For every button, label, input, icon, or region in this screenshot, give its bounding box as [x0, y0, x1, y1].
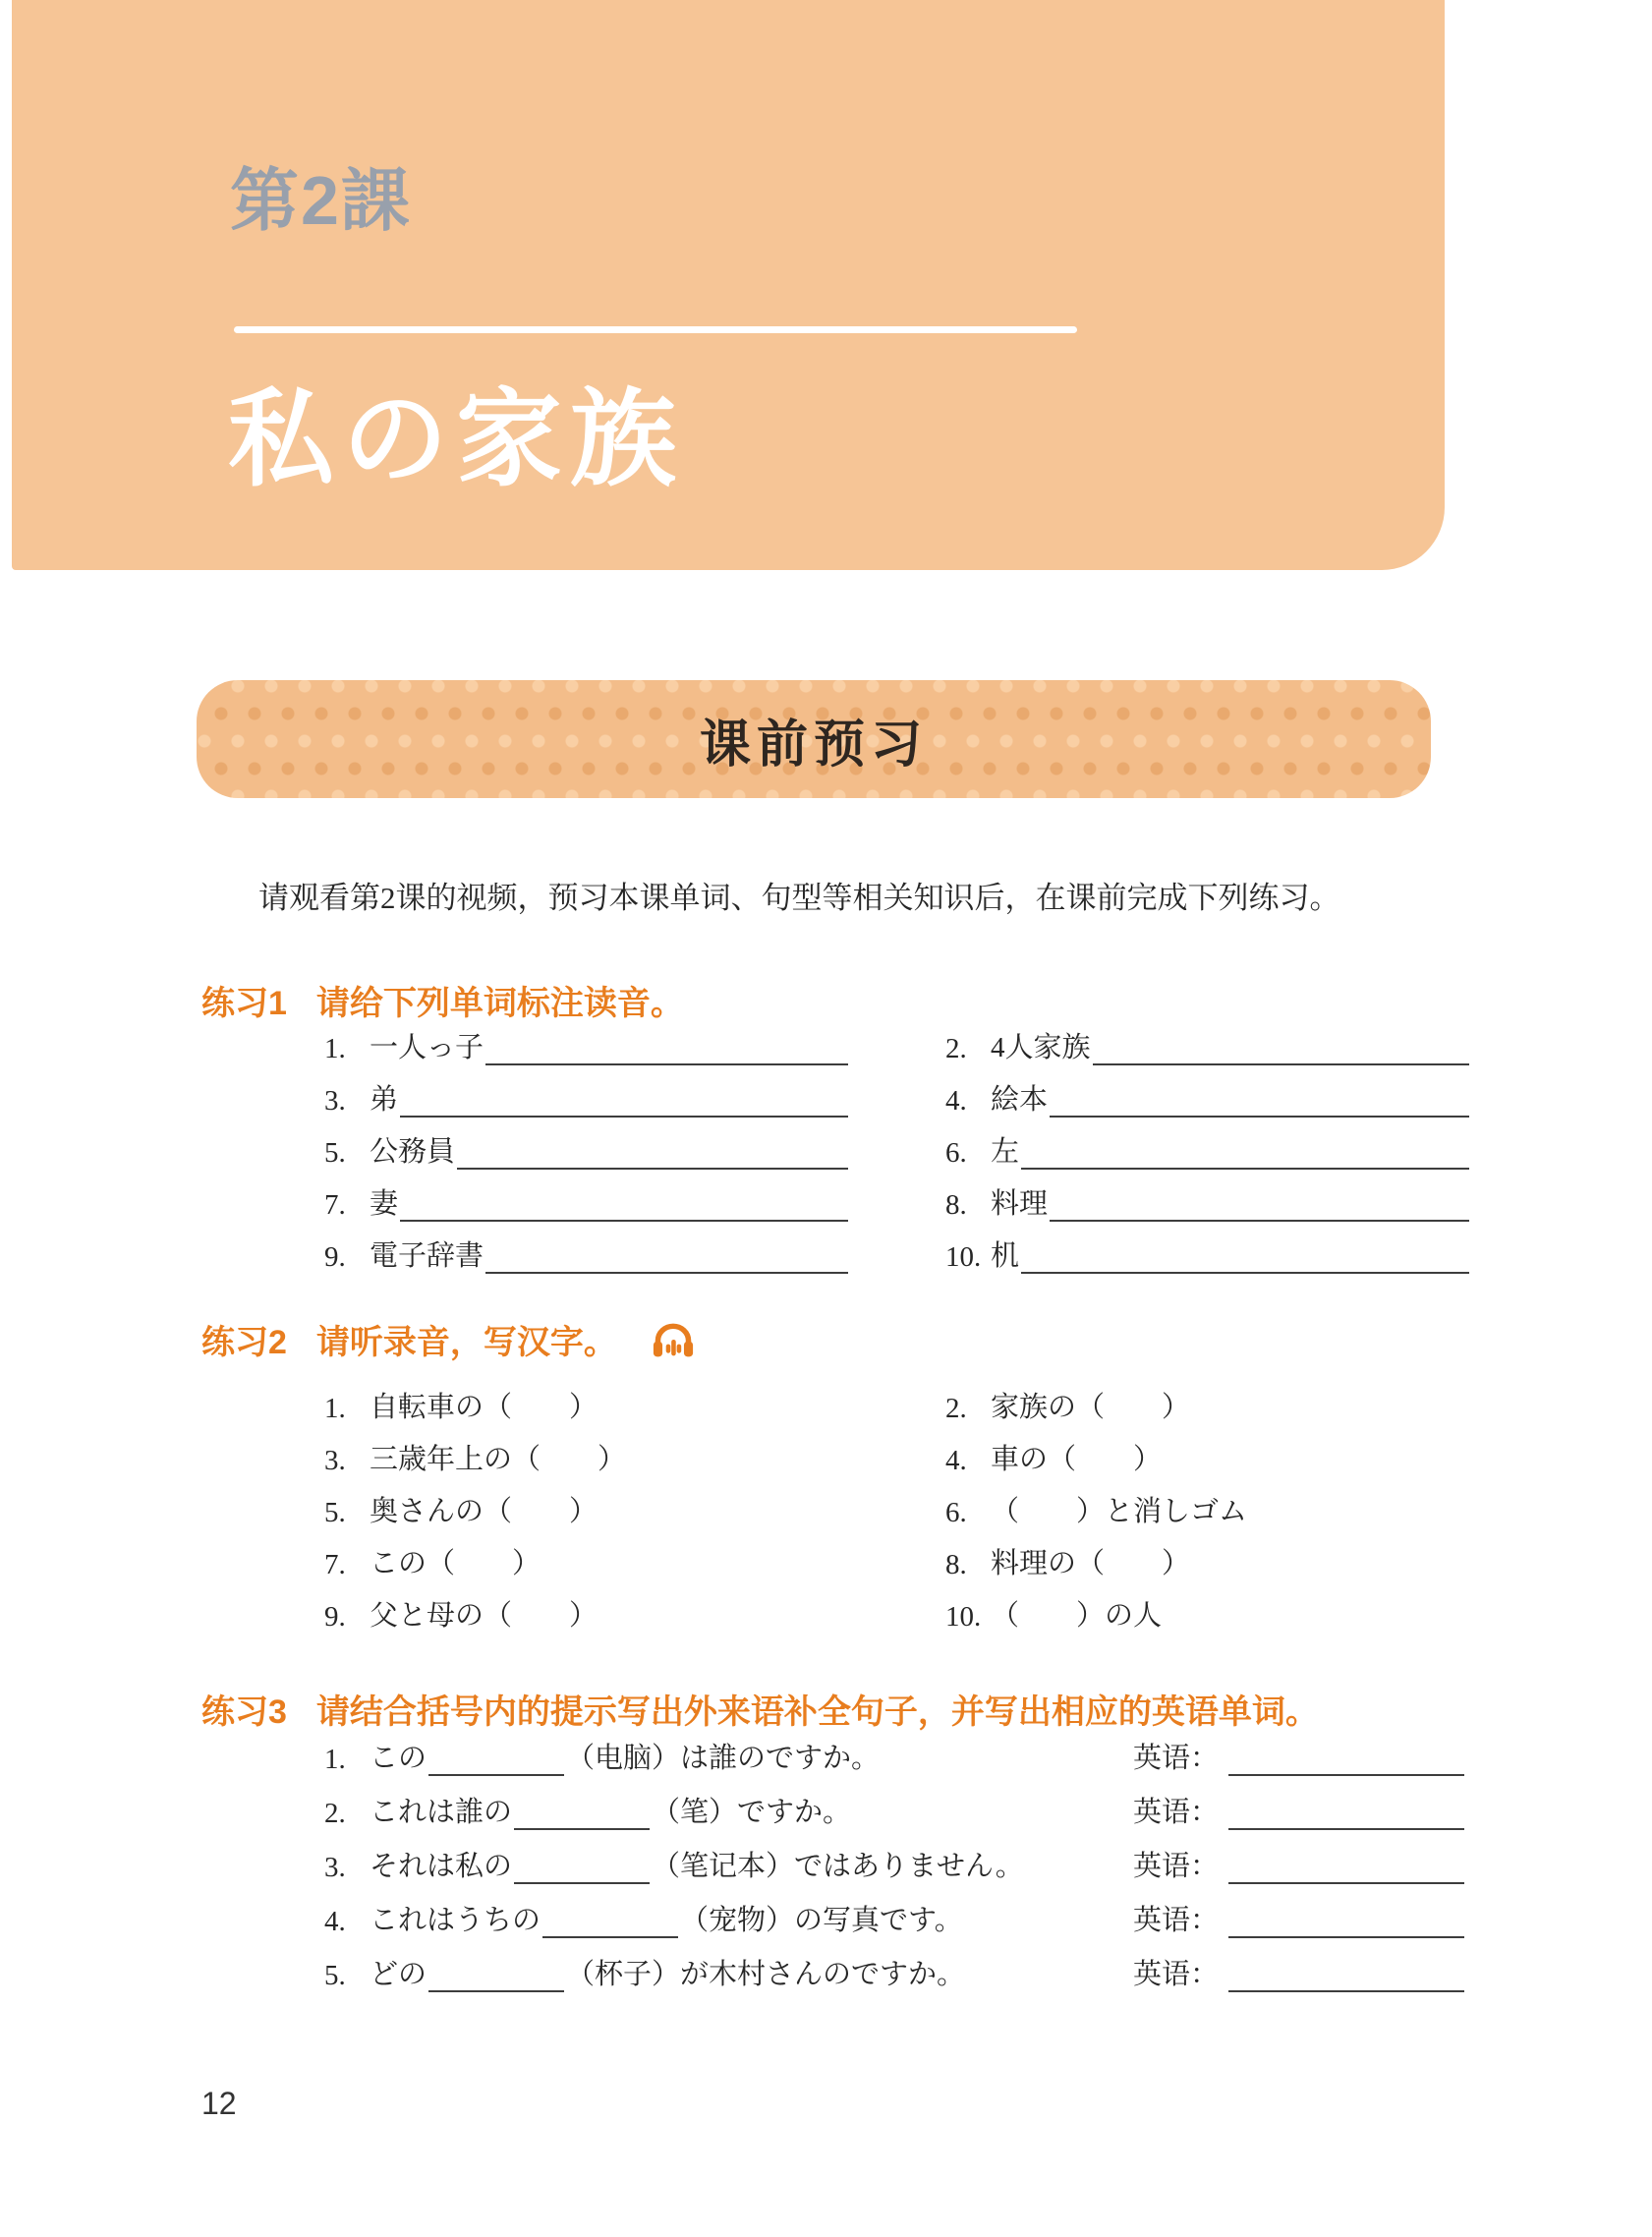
exercise1-item	[324, 1138, 848, 1170]
item-text: 自転車の（ ）	[370, 1392, 598, 1423]
lesson-title: 私の家族	[228, 379, 685, 498]
item-word: 弟	[370, 1084, 399, 1116]
answer-blank-line	[400, 1092, 848, 1118]
sentence	[324, 1898, 963, 1938]
item-number: 10.	[945, 1601, 982, 1633]
item-text: （ ）と消しゴム	[991, 1496, 1248, 1527]
item-word: 絵本	[991, 1084, 1049, 1116]
sentence-hint: （笔记本）	[652, 1851, 795, 1882]
item-number: 3.	[324, 1445, 346, 1476]
item-number: 9.	[324, 1241, 346, 1273]
sentence-hint: （电脑）	[566, 1743, 681, 1774]
sentence	[324, 1736, 880, 1776]
item-word: 一人っ子	[370, 1032, 484, 1063]
exercise1-item	[945, 1086, 1469, 1118]
sentence	[324, 1844, 1024, 1884]
item-number: 8.	[945, 1189, 967, 1221]
item-number: 5.	[324, 1960, 346, 1991]
exercise3-item	[324, 1784, 1469, 1838]
answer-blank-line	[542, 1915, 678, 1938]
lesson-number: 第2課	[230, 162, 412, 239]
exercise3-label: 练习3	[201, 1693, 287, 1731]
item-number: 4.	[945, 1445, 967, 1476]
answer-blank-line	[1050, 1092, 1469, 1118]
exercise1-item	[945, 1242, 1469, 1274]
sentence-hint: （笔）	[652, 1797, 738, 1828]
english-field	[1133, 1844, 1464, 1884]
answer-blank-line	[485, 1248, 848, 1274]
item-number: 5.	[324, 1497, 346, 1528]
page-number: 12	[201, 2086, 237, 2121]
item-number: 3.	[324, 1085, 346, 1117]
answer-blank-line	[1021, 1144, 1469, 1170]
english-blank-line	[1228, 1915, 1464, 1938]
exercise2-item	[324, 1394, 848, 1425]
sentence-hint: （杯子）	[566, 1959, 681, 1990]
exercise2-label: 练习2	[201, 1324, 287, 1361]
answer-blank-line	[514, 1807, 650, 1830]
exercise1-instruction: 请给下列单词标注读音。	[315, 985, 684, 1022]
sentence-pre: これはうちの	[370, 1905, 541, 1936]
item-text: 料理の（ ）	[991, 1548, 1191, 1579]
english-field	[1133, 1790, 1464, 1830]
english-blank-line	[1228, 1807, 1464, 1830]
answer-blank-line	[400, 1196, 848, 1222]
item-number: 2.	[945, 1393, 967, 1424]
exercise2-items	[324, 1394, 1469, 1634]
sentence-pre: それは私の	[370, 1851, 513, 1882]
lesson-header-block	[12, 0, 1445, 570]
english-label: 英语：	[1133, 1851, 1220, 1882]
item-word: 左	[991, 1136, 1020, 1168]
answer-blank-line	[457, 1144, 848, 1170]
exercise3-items	[324, 1730, 1469, 2000]
sentence-hint: （宠物）	[680, 1905, 795, 1936]
exercise2-item	[945, 1394, 1469, 1425]
item-number: 10.	[945, 1241, 982, 1273]
exercise3-header	[201, 1685, 1319, 1733]
item-number: 2.	[324, 1798, 346, 1829]
item-number: 5.	[324, 1137, 346, 1169]
item-text: 奥さんの（ ）	[370, 1496, 598, 1527]
header-divider	[234, 326, 1077, 333]
exercise1-item	[945, 1190, 1469, 1222]
item-text: 車の（ ）	[991, 1444, 1163, 1475]
exercise3-item	[324, 1892, 1469, 1946]
answer-blank-line	[1093, 1040, 1469, 1065]
item-number: 4.	[945, 1085, 967, 1117]
sentence-post: ですか。	[737, 1797, 852, 1828]
english-label: 英语：	[1133, 1905, 1220, 1936]
item-word: 妻	[370, 1188, 399, 1220]
exercise2-item	[324, 1446, 848, 1477]
sentence-post: は誰のですか。	[680, 1743, 881, 1774]
exercise1-item	[945, 1138, 1469, 1170]
headphones-icon	[651, 1319, 696, 1360]
item-number: 4.	[324, 1906, 346, 1937]
intro-text: 请观看第2课的视频，预习本课单词、句型等相关知识后，在课前完成下列练习。	[258, 881, 1340, 915]
exercise2-item	[945, 1446, 1469, 1477]
exercise2-item	[324, 1498, 848, 1529]
exercise2-item	[324, 1550, 848, 1581]
sentence	[324, 1790, 851, 1830]
answer-blank-line	[485, 1040, 848, 1065]
item-number: 6.	[945, 1497, 967, 1528]
exercise1-label: 练习1	[201, 985, 287, 1022]
exercise3-item	[324, 1730, 1469, 1784]
item-number: 1.	[324, 1393, 346, 1424]
sentence	[324, 1952, 965, 1992]
sentence-pre: これは誰の	[370, 1797, 513, 1828]
sentence-post: ではありません。	[794, 1851, 1024, 1882]
item-text: この（ ）	[370, 1548, 541, 1579]
exercise3-instruction: 请结合括号内的提示写出外来语补全句子，并写出相应的英语单词。	[315, 1693, 1319, 1731]
answer-blank-line	[514, 1861, 650, 1884]
exercise2-item	[945, 1602, 1469, 1634]
sentence-pre: どの	[370, 1959, 427, 1990]
exercise2-instruction: 请听录音，写汉字。	[315, 1324, 617, 1361]
item-word: 机	[991, 1240, 1020, 1272]
exercise2-item	[945, 1498, 1469, 1529]
item-number: 9.	[324, 1601, 346, 1633]
exercise1-item	[324, 1190, 848, 1222]
exercise2-header	[201, 1315, 696, 1363]
exercise3-item	[324, 1838, 1469, 1892]
english-field	[1133, 1736, 1464, 1776]
item-number: 1.	[324, 1744, 346, 1775]
exercise2-item	[945, 1550, 1469, 1581]
exercise2-item	[324, 1602, 848, 1634]
exercise3-item	[324, 1946, 1469, 2000]
item-number: 7.	[324, 1549, 346, 1580]
english-blank-line	[1228, 1752, 1464, 1776]
exercise1-items	[324, 1034, 1469, 1274]
answer-blank-line	[428, 1969, 564, 1992]
exercise1-header	[201, 976, 684, 1024]
english-blank-line	[1228, 1861, 1464, 1884]
english-label: 英语：	[1133, 1797, 1220, 1828]
item-number: 1.	[324, 1033, 346, 1064]
item-word: 料理	[991, 1188, 1049, 1220]
item-word: 公務員	[370, 1136, 456, 1168]
sentence-post: が木村さんのですか。	[680, 1959, 966, 1990]
item-number: 8.	[945, 1549, 967, 1580]
item-number: 3.	[324, 1852, 346, 1883]
english-field	[1133, 1952, 1464, 1992]
answer-blank-line	[1021, 1248, 1469, 1274]
item-text: 父と母の（ ）	[370, 1600, 598, 1632]
item-number: 2.	[945, 1033, 967, 1064]
item-number: 6.	[945, 1137, 967, 1169]
exercise1-item	[945, 1034, 1469, 1065]
section-banner-title: 课前预习	[699, 716, 928, 774]
exercise1-item	[324, 1242, 848, 1274]
answer-blank-line	[1050, 1196, 1469, 1222]
item-number: 7.	[324, 1189, 346, 1221]
english-label: 英语：	[1133, 1743, 1220, 1774]
english-blank-line	[1228, 1969, 1464, 1992]
exercise1-item	[324, 1034, 848, 1065]
item-word: 4人家族	[991, 1032, 1091, 1063]
english-field	[1133, 1898, 1464, 1938]
sentence-pre: この	[370, 1743, 427, 1774]
item-word: 電子辞書	[370, 1240, 484, 1272]
item-text: 家族の（ ）	[991, 1392, 1191, 1423]
english-label: 英语：	[1133, 1959, 1220, 1990]
sentence-post: の写真です。	[794, 1905, 963, 1936]
section-banner	[197, 680, 1431, 798]
exercise1-item	[324, 1086, 848, 1118]
answer-blank-line	[428, 1752, 564, 1776]
item-text: 三歳年上の（ ）	[370, 1444, 627, 1475]
item-text: （ ）の人	[991, 1600, 1163, 1632]
